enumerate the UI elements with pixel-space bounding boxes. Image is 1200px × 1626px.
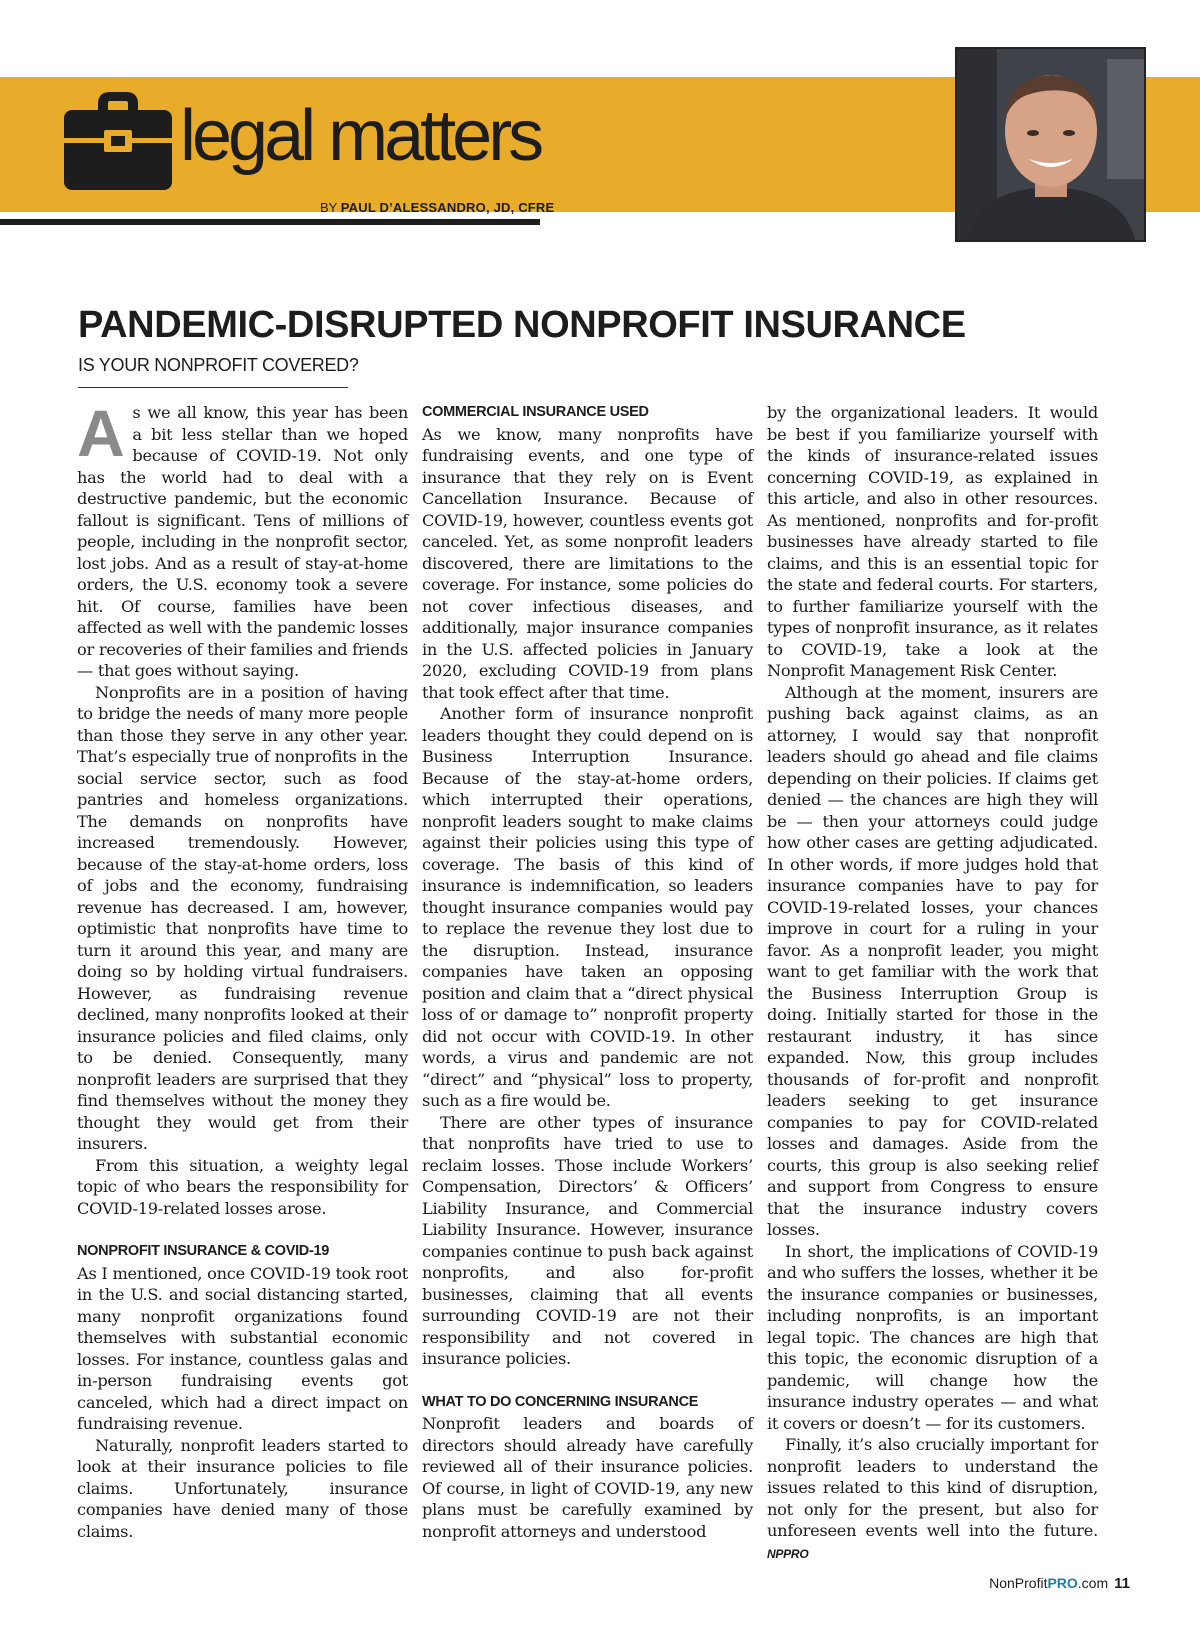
section-heading: WHAT TO DO CONCERNING INSURANCE [422,1393,699,1410]
column-title: legal matters [180,96,541,176]
page-number: 11 [1114,1575,1130,1592]
paragraph [77,396,408,682]
paragraph: As we know, many nonprofits have fundraising events, and one type of insurance that they rely on is Event Cancellation Insurance. Because of COVID-19, however, countless events got canceled. Yet, as some nonprofit leaders discovered, there are limitations to the coverage. For instance, some policies do not cover infectious diseases, and additionally, major insurance companies in the U.S. affected policies in January 2020, excluding COVID-19 from plans that took effect after that time. [422,424,753,702]
site-suffix: .com [1077,1575,1109,1591]
end-mark: NPPRO [767,1546,809,1561]
paragraph: Another form of insurance nonprofit leaders thought they could depend on is Business Interruption Insurance. Because of the stay-at-home orders, which interrupted their operations, nonprofit leaders sought to make claims against their policies using this type of coverage. The basis of this kind of insurance is indemnification, so leaders thought insurance companies would pay to replace the revenue they lost due to the disruption. Instead, insurance companies have taken an opposing position and claim that a “direct physical loss of or damage to” nonprofit property did not occur with COVID-19. In other words, a virus and pandemic are not “direct” and “physical” loss to property, such as a fire would be. [422,704,753,1110]
paragraph: As I mentioned, once COVID-19 took root in the U.S. and social distancing started, many nonprofit organizations found themselves with substantial economic losses. For instance, countless galas and in-person fundraising events got canceled, which had a direct impact on fundraising revenue. [77,1263,408,1433]
paragraph: In short, the implications of COVID-19 and who suffers the losses, whether it be the insurance companies or businesses, including nonprofits, is an important legal topic. The chances are high that this topic, the economic disruption of a pandemic, will change how the insurance industry operates — and what it covers or doesn’t — for its customers. [767,1241,1098,1433]
site-prefix: NonProfit [989,1575,1048,1591]
paragraph: Naturally, nonprofit leaders started to look at their insurance policies to file claims. Unfortunately, insurance companies have denied many of those claims. [77,1435,408,1541]
column-2 [422,402,753,1542]
author-portrait [957,49,1144,240]
article-subhead: IS YOUR NONPROFIT COVERED? [78,355,359,375]
paragraph: Nonprofits are in a position of having to bridge the needs of many more people than those they serve in any other year. That’s especially true of nonprofits in the social service sector, such as food pantries and homeless organizations. The demands on nonprofits have increased tremendously. However, because of the stay-at-home orders, loss of jobs and the economy, fundraising revenue has decreased. I am, however, optimistic that nonprofits have time to turn it around this year, and many are doing so by holding virtual fundraisers. However, as fundraising revenue declined, many nonprofits looked at their insurance policies and filed claims, only to be denied. Consequently, many nonprofit leaders are surprised that they find themselves without the money they thought they would get from their insurers. [77,682,408,1153]
paragraph [767,1434,1098,1565]
section-heading: COMMERCIAL INSURANCE USED [422,404,649,420]
byline-author: PAUL D’ALESSANDRO, JD, CFRE [340,200,555,215]
column-1 [77,396,408,1542]
article-headline: PANDEMIC-DISRUPTED NONPROFIT INSURANCE [78,304,966,346]
paragraph: There are other types of insurance that nonprofits have tried to use to reclaim losses. Those include Workers’ Compensation, Directors’ & Officers’ Liability Insurance, and Commercial Liability Insurance. However, insurance companies continue to push back against nonprofits, and also for-profit businesses, claiming that all events surrounding COVID-19 are not their responsibility and not covered in insurance policies. [422,1112,753,1368]
paragraph: Although at the moment, insurers are pushing back against claims, as an attorney, I would say that nonprofit leaders should go ahead and file claims depending on their policies. If claims get denied — the chances are high they will be — then your attorneys could judge how other cases are getting adjudicated. In other words, if more judges hold that insurance companies have to pay for COVID-19-related losses, your chances improve in court for a ruling in your favor. As a nonprofit leader, you might want to get familiar with the work that the Business Interruption Group is doing. Initially started for those in the restaurant industry, it has since expanded. Now, this group includes thousands of for-profit and nonprofit leaders seeking to get insurance companies to pay for COVID-related losses and damages. Aside from the courts, this group is also seeking relief and support from Congress to ensure that the insurance industry covers losses. [767,682,1098,1239]
paragraph: Nonprofit leaders and boards of directors should already have carefully reviewed all of their insurance policies. Of course, in light of COVID-19, any new plans must be carefully examined by nonprofit attorneys and understood [422,1414,753,1541]
header-rule [0,219,540,225]
paragraph-text: s we all know, this year has been a bit less stellar than we hoped because of COVID-19. Not only has the world had to deal with a destructive pandemic, but the economic fallout is significant. Tens of millions of people, including in the nonprofit sector, lost jobs. And as a result of stay-at-home orders, the U.S. economy took a severe hit. Of course, families have been affected as well with the pandemic losses or recoveries of their families and friends — that goes without saying. [77,403,408,680]
paragraph: by the organizational leaders. It would be best if you familiarize yourself with the kinds of insurance-related issues concerning COVID-19, as explained in this article, and also in other resources. As mentioned, nonprofits and for-profit businesses have already started to file claims, and this is an essential topic for the state and federal courts. For starters, to further familiarize yourself with the types of nonprofit insurance, as it relates to COVID-19, take a look at the Nonprofit Management Risk Center. [767,403,1098,680]
page-footer [989,1575,1130,1592]
author-photo [955,47,1146,242]
byline [320,200,554,215]
paragraph-text: Finally, it’s also crucially important for nonprofit leaders to understand the issues related to this kind of disruption, not only for the present, but also for unforeseen events well into the future. [767,1435,1098,1540]
byline-prefix: BY [320,200,338,215]
subhead-rule [78,387,348,388]
briefcase-icon [64,86,172,194]
site-brand: PRO [1047,1575,1078,1591]
paragraph: From this situation, a weighty legal topic of who bears the responsibility for COVID-19-related losses arose. [77,1155,408,1218]
column-3 [767,402,1098,1565]
drop-cap: A [77,396,125,470]
section-heading: NONPROFIT INSURANCE & COVID-19 [77,1243,330,1259]
